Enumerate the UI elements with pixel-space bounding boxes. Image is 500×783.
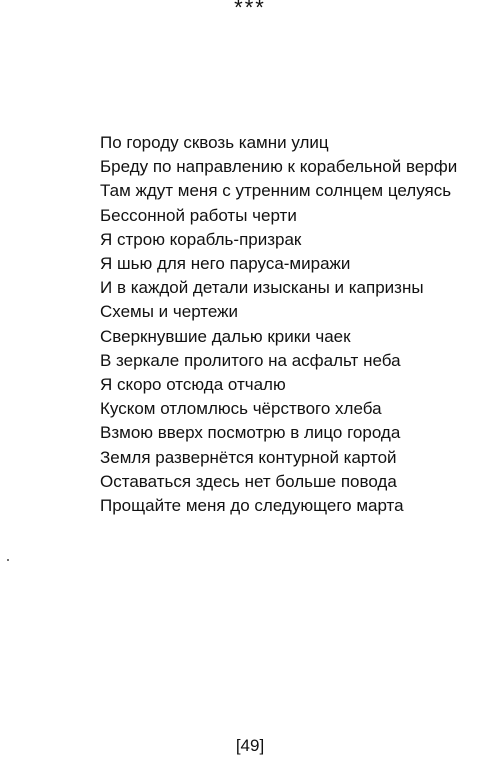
poem-line: Я строю корабль-призрак: [100, 229, 302, 249]
poem-line: Я скоро отсюда отчалю: [100, 375, 286, 395]
page-number: [49]: [235, 736, 265, 755]
poem-line: И в каждой детали изысканы и капризны: [100, 278, 424, 298]
poem-line: Прощайте меня до следующего марта: [100, 496, 404, 516]
section-separator: ***: [234, 0, 266, 20]
poem-line: По городу сквозь камни улиц: [100, 133, 329, 152]
poem-line: В зеркале пролитого на асфальт неба: [100, 350, 401, 370]
poem-line: Там ждут меня с утренним солнцем целуясь: [100, 181, 452, 201]
poem-line: Земля развернётся контурной картой: [100, 447, 397, 467]
poem-line: Я шью для него паруса-миражи: [100, 254, 351, 274]
poem-line: Схемы и чертежи: [100, 302, 239, 322]
poem-text: [100, 131, 457, 518]
poem-line: Бреду по направлению к корабельной верфи: [100, 157, 458, 177]
poem-line: Бессонной работы черти: [100, 205, 297, 225]
poem-line: Сверкнувшие далью крики чаек: [100, 326, 351, 346]
print-speck: [7, 559, 9, 561]
poem-line: Взмою вверх посмотрю в лицо города: [100, 423, 401, 443]
poem-line: Оставаться здесь нет больше повода: [100, 471, 397, 491]
poem-line: Куском отломлюсь чёрствого хлеба: [100, 399, 382, 419]
